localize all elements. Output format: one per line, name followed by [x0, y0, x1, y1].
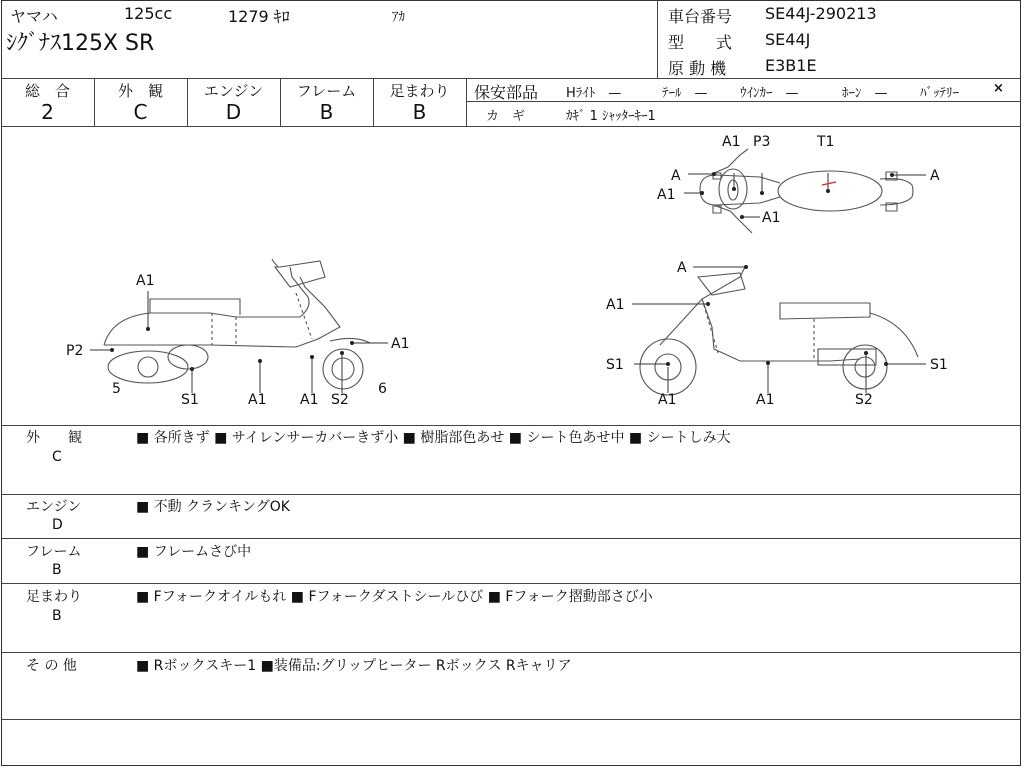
frame-no: SE44J-290213 [765, 4, 877, 23]
top-p3-label: P3 [753, 134, 771, 150]
note-exterior-grade: C [52, 449, 62, 465]
frame-grade-label: フレーム [296, 82, 357, 100]
top-a1-left-label: A1 [657, 187, 676, 203]
left-5-label: 5 [112, 381, 121, 397]
top-t1-label: T1 [817, 134, 835, 150]
key-value: ｶｷﾞ 1 ｼｬｯﾀｰｷｰ1 [566, 109, 656, 124]
right-s1-wheel-label: S1 [606, 357, 624, 373]
safety-headlight: Hﾗｲﾄ — [566, 86, 622, 101]
right-a1-wheel-label: A1 [658, 392, 677, 408]
note-frame-grade: B [52, 562, 62, 578]
safety-divider [466, 101, 1021, 102]
note-frame-text: ■ フレームさび中 [136, 544, 252, 560]
frame-grade: B [319, 100, 334, 124]
note-rule [1, 719, 1021, 720]
left-s1-label: S1 [181, 392, 199, 408]
note-engine-label: エンジン [26, 499, 82, 515]
color: ｱｶ [392, 10, 405, 25]
note-frame-label: フレーム [26, 544, 82, 560]
exterior-grade-label: 外 観 [117, 82, 163, 100]
engine-grade-label: エンジン [203, 82, 264, 100]
top-view-scooter [700, 149, 913, 233]
mileage: 1279 ｷﾛ [228, 7, 290, 26]
safety-battery: ﾊﾞｯﾃﾘｰ [920, 86, 959, 101]
engine-grade: D [225, 100, 242, 124]
header-divider [657, 0, 658, 78]
maker: ヤマハ [10, 7, 58, 26]
note-exterior-text: ■ 各所きず ■ サイレンサーカバーきず小 ■ 樹脂部色あせ ■ シート色あせ中 ■ シートしみ大 [136, 430, 731, 446]
note-exterior-label: 外 観 [26, 430, 82, 446]
exterior-grade: C [133, 100, 148, 124]
safety-horn: ﾎｰﾝ — [842, 86, 888, 101]
engine-no-label: 原 動 機 [668, 59, 727, 78]
engine-no: E3B1E [765, 56, 817, 75]
left-a1-fender-label: A1 [391, 336, 410, 352]
battery-missing-mark: × [993, 81, 1004, 96]
model-name: ｼｸﾞﾅｽ125X SR [6, 31, 155, 56]
grade-divider [466, 78, 467, 126]
type-label: 型 式 [668, 33, 733, 52]
overall-grade: 2 [41, 100, 54, 124]
overall-grade-label: 総 合 [24, 82, 70, 100]
left-a1-seat-label: A1 [136, 273, 155, 289]
note-suspension-grade: B [52, 608, 62, 624]
note-engine-text: ■ 不動 クランキングOK [136, 499, 290, 515]
note-rule [1, 652, 1021, 653]
right-a-mirror-label: A [677, 260, 687, 276]
note-rule [1, 583, 1021, 584]
left-a1-front-label: A1 [300, 392, 319, 408]
left-s2-label: S2 [331, 392, 349, 408]
left-6-label: 6 [378, 381, 387, 397]
note-other-label: そ の 他 [26, 658, 77, 674]
top-a-left-label: A [671, 168, 681, 184]
note-rule [1, 538, 1021, 539]
key-label: カ ギ [486, 109, 526, 124]
safety-parts-label: 保安部品 [474, 83, 539, 102]
right-a1-leg-label: A1 [606, 297, 625, 313]
diagram-bottom-rule [1, 425, 1021, 426]
suspension-grade: B [412, 100, 427, 124]
frame-no-label: 車台番号 [668, 7, 733, 26]
safety-winker: ｳｲﾝｶｰ — [740, 86, 799, 101]
safety-tail: ﾃｰﾙ — [662, 86, 708, 101]
top-a1-label: A1 [722, 134, 741, 150]
displacement: 125cc [124, 4, 173, 23]
left-a1-floor-label: A1 [248, 392, 267, 408]
damage-diagram [0, 127, 1022, 425]
note-engine-grade: D [52, 517, 63, 533]
note-other-text: ■ Rボックスキー1 ■装備品:グリップヒーター Rボックス Rキャリア [136, 658, 572, 674]
left-p2-label: P2 [66, 343, 84, 359]
right-s1-label: S1 [930, 357, 948, 373]
right-a1-floor-label: A1 [756, 392, 775, 408]
top-a1-bottom-label: A1 [762, 210, 781, 226]
note-suspension-label: 足まわり [26, 589, 82, 605]
top-a-right-label: A [930, 168, 940, 184]
right-s2-label: S2 [855, 392, 873, 408]
suspension-grade-label: 足まわり [389, 82, 450, 100]
note-suspension-text: ■ Fフォークオイルもれ ■ Fフォークダストシールひび ■ Fフォーク摺動部さび小 [136, 589, 653, 605]
right-side-scooter [640, 267, 918, 395]
header-bottom-rule [1, 78, 1021, 79]
type-value: SE44J [765, 30, 811, 49]
note-rule [1, 494, 1021, 495]
